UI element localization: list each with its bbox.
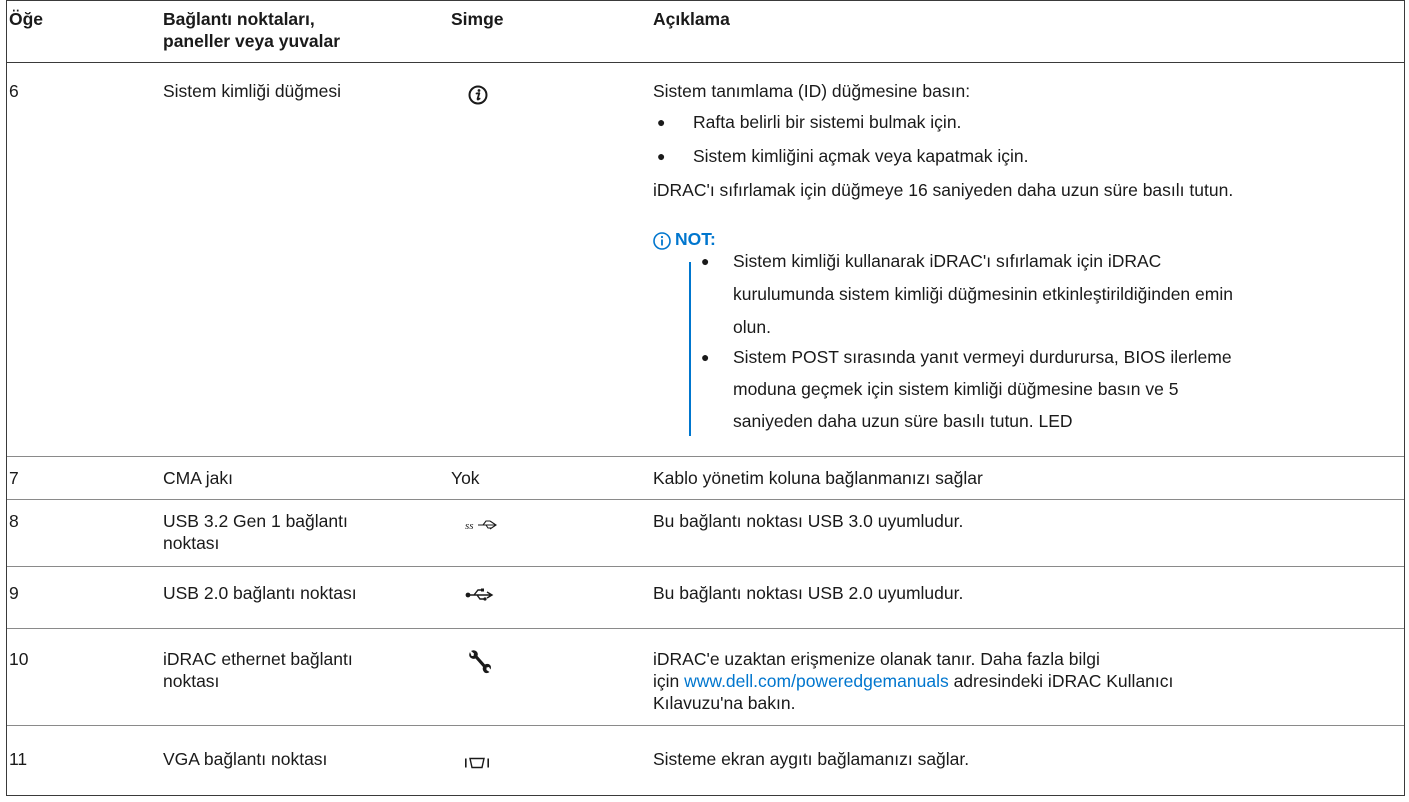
header-ports-line2: paneller veya yuvalar — [163, 31, 341, 51]
row-6-desc-intro: Sistem tanımlama (ID) düğmesine basın: — [653, 81, 971, 101]
bullet-dot: ● — [701, 253, 710, 269]
note-bar — [689, 262, 691, 436]
ports-table — [6, 0, 1405, 796]
bullet-dot: ● — [701, 349, 710, 365]
row-divider — [7, 499, 1404, 500]
row-11-desc: Sisteme ekran aygıtı bağlamanızı sağlar. — [653, 749, 970, 769]
row-10-desc-line1: iDRAC'e uzaktan erişmenize olanak tanır. Daha fazla bilgi — [653, 649, 1100, 669]
row-divider — [7, 566, 1404, 567]
row-10-item: 10 — [9, 649, 29, 669]
poweredge-manuals-link[interactable]: www.dell.com/poweredgemanuals — [684, 671, 949, 691]
row-7-icon-text: Yok — [451, 468, 480, 488]
note-label: NOT: — [675, 229, 716, 249]
note-1-line-3: olun. — [733, 317, 771, 337]
row-9-name: USB 2.0 bağlantı noktası — [163, 583, 357, 603]
note-2-line-2: moduna geçmek için sistem kimliği düğmesine basın ve 5 — [733, 379, 1179, 399]
usb-icon — [465, 586, 495, 602]
row-6-bullet-1: Rafta belirli bir sistemi bulmak için. — [693, 112, 962, 132]
note-1-line-2: kurulumunda sistem kimliği düğmesinin etkinleştirildiğinden emin — [733, 284, 1233, 304]
row-6-name: Sistem kimliği düğmesi — [163, 81, 341, 101]
header-item: Öğe — [9, 9, 44, 29]
row-8-name-line1: USB 3.2 Gen 1 bağlantı — [163, 511, 348, 531]
vga-icon — [464, 757, 490, 769]
info-icon — [653, 232, 671, 250]
header-description: Açıklama — [653, 9, 730, 29]
row-11-item: 11 — [9, 749, 28, 769]
row-8-name-line2: noktası — [163, 533, 220, 553]
header-icon: Simge — [451, 9, 504, 29]
row-9-desc: Bu bağlantı noktası USB 2.0 uyumludur. — [653, 583, 964, 603]
row-6-bullet-2: Sistem kimliğini açmak veya kapatmak için. — [693, 146, 1029, 166]
row-10-name-line1: iDRAC ethernet bağlantı — [163, 649, 353, 669]
wrench-icon — [467, 649, 491, 675]
svg-text:ss: ss — [465, 520, 474, 532]
note-2-line-3: saniyeden daha uzun süre basılı tutun. LED — [733, 411, 1073, 431]
row-8-desc: Bu bağlantı noktası USB 3.0 uyumludur. — [653, 511, 964, 531]
row-8-item: 8 — [9, 511, 19, 531]
row-10-name-line2: noktası — [163, 671, 220, 691]
row-7-desc: Kablo yönetim koluna bağlanmanızı sağlar — [653, 468, 983, 488]
row-9-item: 9 — [9, 583, 19, 603]
note-1-line-1: Sistem kimliği kullanarak iDRAC'ı sıfırlamak için iDRAC — [733, 251, 1162, 271]
row-10-desc-line2: için www.dell.com/poweredgemanuals adresindeki iDRAC Kullanıcı — [653, 671, 1174, 691]
row-6-desc-reset: iDRAC'ı sıfırlamak için düğmeye 16 saniyeden daha uzun süre basılı tutun. — [653, 180, 1234, 200]
row-10-desc-line3: Kılavuzu'na bakın. — [653, 693, 796, 713]
header-ports-line1: Bağlantı noktaları, — [163, 9, 315, 29]
note-2-line-1: Sistem POST sırasında yanıt vermeyi durdurursa, BIOS ilerleme — [733, 347, 1232, 367]
row-divider — [7, 628, 1404, 629]
row-divider — [7, 456, 1404, 457]
bullet-dot: ● — [657, 148, 666, 164]
row-6-item: 6 — [9, 81, 19, 101]
row-7-name: CMA jakı — [163, 468, 234, 488]
bullet-dot: ● — [657, 114, 666, 130]
row-11-name: VGA bağlantı noktası — [163, 749, 328, 769]
system-id-icon — [467, 84, 489, 106]
header-divider — [7, 62, 1404, 63]
row-7-item: 7 — [9, 468, 19, 488]
row-divider — [7, 725, 1404, 726]
usb-superspeed-icon — [465, 518, 499, 532]
